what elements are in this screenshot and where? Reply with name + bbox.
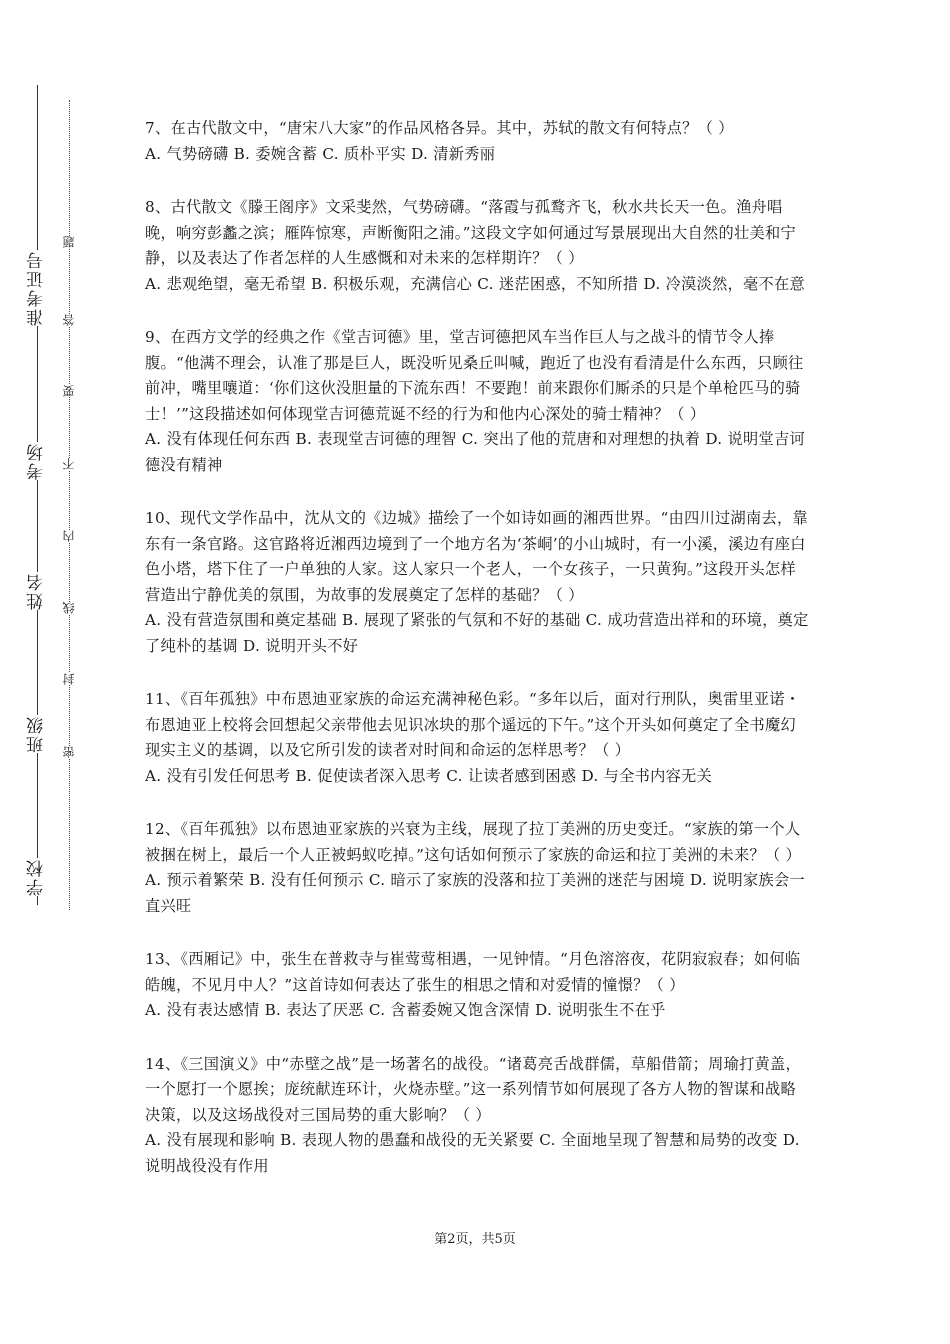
question-11 bbox=[145, 687, 810, 789]
question-stem: 14、《三国演义》中“赤壁之战”是一场著名的战役。“诸葛亮舌战群儒，草船借箭；周瑜打黄盖，一个愿打一个愿挨；庞统献连环计，火烧赤壁。”这一系列情节如何展现了各方人物的智谋和战略决策，以及这场战役对三国局势的重大影响？（ ） bbox=[145, 1054, 802, 1124]
seal-char: 封 bbox=[62, 673, 76, 685]
question-13 bbox=[145, 947, 810, 1024]
seal-dotted-line bbox=[69, 100, 70, 910]
question-options: A. 没有表达感情 B. 表达了厌恶 C. 含蓄委婉又饱含深情 D. 说明张生不在乎 bbox=[145, 1001, 666, 1019]
exam-number-label: 准考证号 bbox=[24, 250, 50, 326]
question-8 bbox=[145, 195, 810, 297]
question-12 bbox=[145, 817, 810, 919]
question-stem: 11、《百年孤独》中布恩迪亚家族的命运充满神秘色彩。“多年以后，面对行刑队，奥雷里亚诺・布恩迪亚上校将会回想起父亲带他去见识冰块的那个遥远的下午。”这个开头如何奠定了全书魔幻现实主义的基调，以及它所引发的读者对时间和命运的怎样思考？（ ） bbox=[145, 690, 801, 759]
question-10 bbox=[145, 506, 810, 659]
field-line bbox=[37, 85, 38, 905]
question-list bbox=[145, 116, 810, 1207]
school-label: 学校 bbox=[24, 858, 50, 896]
seal-char: 要 bbox=[62, 385, 76, 397]
name-label: 姓名 bbox=[24, 572, 50, 610]
question-stem: 13、《西厢记》中，张生在普救寺与崔莺莺相遇，一见钟情。“月色溶溶夜，花阴寂寂春；如何临皓魄，不见月中人？”这首诗如何表达了张生的相思之情和对爱情的憧憬？（ ） bbox=[145, 950, 801, 994]
question-7 bbox=[145, 116, 810, 167]
question-options: A. 没有营造氛围和奠定基础 B. 展现了紧张的气氛和不好的基础 C. 成功营造出祥和的环境，奠定了纯朴的基调 D. 说明开头不好 bbox=[145, 611, 809, 655]
seal-char: 线 bbox=[62, 602, 76, 614]
question-stem: 7、在古代散文中，“唐宋八大家”的作品风格各异。其中，苏轼的散文有何特点？（ ） bbox=[145, 119, 734, 137]
question-stem: 9、在西方文学的经典之作《堂吉诃德》里，堂吉诃德把风车当作巨人与之战斗的情节令人捧腹。“他满不理会，认准了那是巨人，既没听见桑丘叫喊，跑近了也没有看清是什么东西，只顾往前冲，嘴里嚷道：‘你们这伙没胆量的下流东西！不要跑！前来跟你们厮杀的只是个单枪匹马的骑士！’”这段描述如何体现堂吉诃德荒诞不经的行为和他内心深处的骑士精神？（ ） bbox=[145, 328, 804, 423]
binding-margin bbox=[0, 0, 110, 1344]
seal-char: 答 bbox=[62, 314, 76, 326]
seal-char: 不 bbox=[62, 458, 76, 470]
question-options: A. 悲观绝望，毫无希望 B. 积极乐观，充满信心 C. 迷茫困惑，不知所措 D. 冷漠淡然，毫不在意 bbox=[145, 274, 805, 293]
question-options: A. 没有引发任何思考 B. 促使读者深入思考 C. 让读者感到困惑 D. 与全书内容无关 bbox=[145, 766, 713, 785]
question-stem: 12、《百年孤独》以布恩迪亚家族的兴衰为主线，展现了拉丁美洲的历史变迁。“家族的第一个人被捆在树上，最后一个人正被蚂蚁吃掉。”这句话如何预示了家族的命运和拉丁美洲的未来？（ ） bbox=[145, 820, 802, 864]
seal-char: 题 bbox=[62, 236, 76, 248]
question-options: A. 预示着繁荣 B. 没有任何预示 C. 暗示了家族的没落和拉丁美洲的迷茫与困境 D. 说明家族会一直兴旺 bbox=[145, 871, 805, 915]
class-label: 班级 bbox=[24, 715, 50, 753]
question-options: A. 气势磅礴 B. 委婉含蓄 C. 质朴平实 D. 清新秀丽 bbox=[145, 144, 496, 163]
question-stem: 10、现代文学作品中，沈从文的《边城》描绘了一个如诗如画的湘西世界。“由四川过湖南去，靠东有一条官路。这官路将近湘西边境到了一个地方名为‘茶峒’的小山城时，有一小溪，溪边有座白色小塔，塔下住了一户单独的人家。这人家只一个老人，一个女孩子，一只黄狗。”这段开头怎样营造出宁静优美的氛围，为故事的发展奠定了怎样的基础？（ ） bbox=[145, 509, 808, 604]
question-stem: 8、古代散文《滕王阁序》文采斐然，气势磅礴。“落霞与孤鹜齐飞，秋水共长天一色。渔舟唱晚，响穷彭蠡之滨；雁阵惊寒，声断衡阳之浦。”这段文字如何通过写景展现出大自然的壮美和宁静，以及表达了作者怎样的人生感慨和对未来的怎样期许？（ ） bbox=[145, 198, 796, 267]
question-options: A. 没有体现任何东西 B. 表现堂吉诃德的理智 C. 突出了他的荒唐和对理想的执着 D. 说明堂吉诃德没有精神 bbox=[145, 430, 805, 474]
exam-room-label: 考场 bbox=[24, 442, 50, 480]
question-options: A. 没有展现和影响 B. 表现人物的愚蠢和战役的无关紧要 C. 全面地呈现了智慧和局势的改变 D. 说明战役没有作用 bbox=[145, 1131, 800, 1175]
seal-char: 密 bbox=[62, 746, 76, 758]
question-14 bbox=[145, 1052, 810, 1180]
question-9 bbox=[145, 325, 810, 478]
page-number: 第2页，共5页 bbox=[434, 1232, 516, 1247]
seal-char: 内 bbox=[62, 530, 76, 542]
